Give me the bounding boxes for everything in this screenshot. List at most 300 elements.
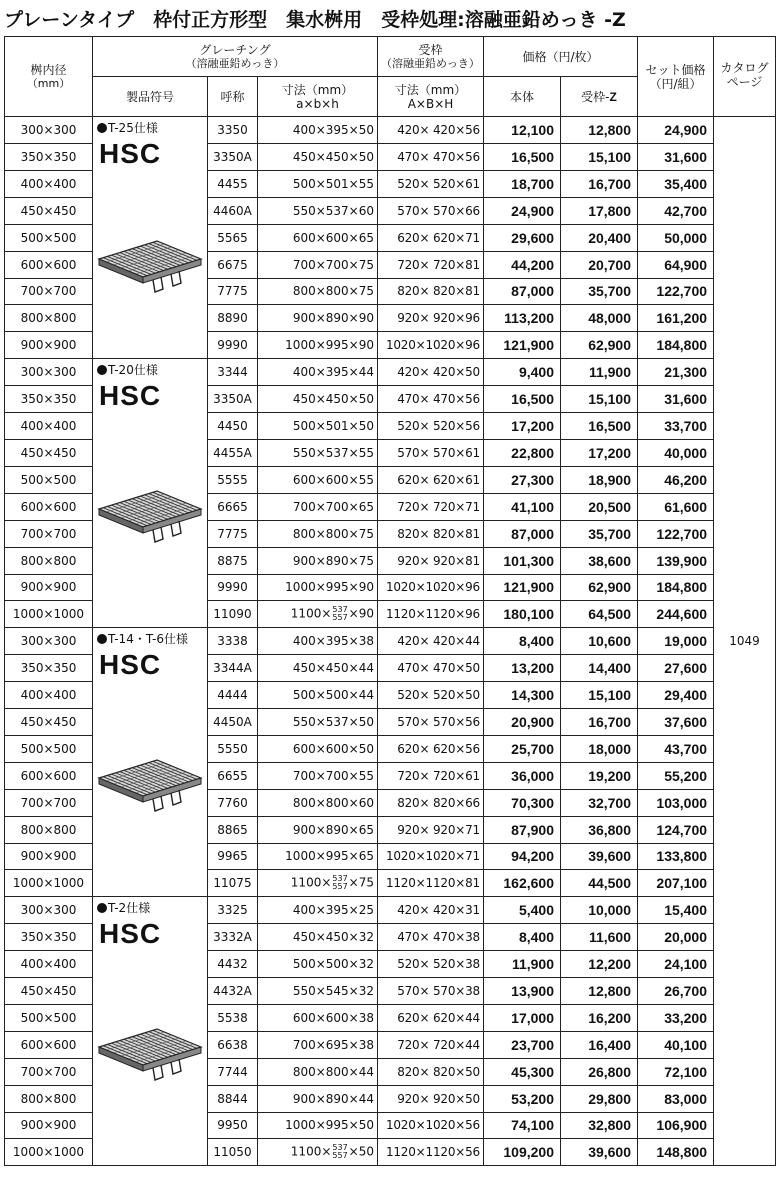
set-price-cell: 244,600 (638, 601, 714, 628)
grating-dimension-cell: 400×395×50 (258, 117, 378, 144)
frame-price-cell: 12,200 (561, 951, 638, 978)
nominal-code-cell: 3350 (208, 117, 258, 144)
inner-diameter-cell: 900×900 (5, 332, 93, 359)
nominal-code-cell: 3332A (208, 924, 258, 951)
frame-price-cell: 12,800 (561, 117, 638, 144)
set-price-cell: 40,100 (638, 1031, 714, 1058)
product-spec-label: T-25仕様 (108, 121, 158, 135)
set-price-cell: 122,700 (638, 520, 714, 547)
table-row (5, 117, 776, 144)
set-price-cell: 83,000 (638, 1085, 714, 1112)
body-price-cell: 18,700 (484, 170, 561, 197)
grating-image (95, 756, 205, 821)
nominal-code-cell: 3344 (208, 359, 258, 386)
product-spec-label: T-14・T-6仕様 (108, 632, 189, 647)
nominal-code-cell: 7775 (208, 278, 258, 305)
grating-dimension-cell: 600×600×50 (258, 735, 378, 762)
product-spec-label: T-2仕様 (108, 901, 151, 916)
frame-dimension-cell: 520× 520×38 (378, 951, 484, 978)
inner-diameter-cell: 350×350 (5, 386, 93, 413)
nominal-code-cell: 7760 (208, 789, 258, 816)
grating-dimension-cell: 800×800×60 (258, 789, 378, 816)
set-price-cell: 46,200 (638, 466, 714, 493)
inner-diameter-cell: 400×400 (5, 682, 93, 709)
price-table (4, 36, 776, 1166)
body-price-cell: 180,100 (484, 601, 561, 628)
fraction-bottom: 557 (332, 882, 348, 892)
price-table-body (5, 117, 776, 1166)
frame-price-cell: 36,800 (561, 816, 638, 843)
inner-diameter-cell: 800×800 (5, 305, 93, 332)
fraction-bottom: 557 (332, 1151, 348, 1161)
product-cell (93, 628, 208, 897)
grating-dimension-cell: 700×695×38 (258, 1031, 378, 1058)
inner-diameter-cell: 800×800 (5, 547, 93, 574)
body-price-cell: 162,600 (484, 870, 561, 897)
grating-dimension-cell: 800×800×75 (258, 520, 378, 547)
inner-diameter-cell: 450×450 (5, 440, 93, 467)
body-price-cell: 17,200 (484, 413, 561, 440)
inner-diameter-cell: 300×300 (5, 359, 93, 386)
frame-dimension-cell: 1020×1020×71 (378, 843, 484, 870)
body-price-cell: 20,900 (484, 709, 561, 736)
frame-dimension-cell: 1020×1020×96 (378, 332, 484, 359)
product-brand: HSC (99, 918, 162, 950)
inner-diameter-cell: 700×700 (5, 789, 93, 816)
inner-diameter-cell: 300×300 (5, 897, 93, 924)
frame-dimension-cell: 470× 470×50 (378, 655, 484, 682)
inner-diameter-cell: 400×400 (5, 170, 93, 197)
grating-dimension-cell (258, 1139, 378, 1166)
nominal-code-cell: 8890 (208, 305, 258, 332)
header-nominal: 呼称 (208, 77, 258, 117)
inner-diameter-cell: 700×700 (5, 1058, 93, 1085)
product-spec (97, 630, 207, 647)
inner-diameter-cell: 350×350 (5, 143, 93, 170)
grating-dimension-cell: 900×890×65 (258, 816, 378, 843)
dimension-prefix: 1100× (290, 875, 332, 890)
body-price-cell: 113,200 (484, 305, 561, 332)
frame-dimension-cell: 620× 620×56 (378, 735, 484, 762)
grating-image (95, 1025, 205, 1090)
set-price-cell: 55,200 (638, 762, 714, 789)
body-price-cell: 25,700 (484, 735, 561, 762)
nominal-code-cell: 5538 (208, 1004, 258, 1031)
nominal-code-cell: 6665 (208, 493, 258, 520)
grating-product-image (95, 487, 205, 549)
grating-dimension-cell: 550×537×55 (258, 440, 378, 467)
inner-diameter-cell: 400×400 (5, 413, 93, 440)
frame-price-cell: 39,600 (561, 1139, 638, 1166)
frame-price-cell: 15,100 (561, 143, 638, 170)
frame-dimension-cell: 820× 820×81 (378, 278, 484, 305)
frame-price-cell: 39,600 (561, 843, 638, 870)
nominal-code-cell: 4450A (208, 709, 258, 736)
body-price-cell: 17,000 (484, 1004, 561, 1031)
inner-diameter-cell: 1000×1000 (5, 1139, 93, 1166)
bullet-icon (97, 634, 107, 644)
dimension-suffix: ×75 (348, 875, 374, 890)
body-price-cell: 13,900 (484, 978, 561, 1005)
nominal-code-cell: 11090 (208, 601, 258, 628)
grating-dimension-cell: 1000×995×50 (258, 1112, 378, 1139)
set-price-cell: 40,000 (638, 440, 714, 467)
nominal-code-cell: 9965 (208, 843, 258, 870)
body-price-cell: 109,200 (484, 1139, 561, 1166)
frame-dimension-cell: 820× 820×50 (378, 1058, 484, 1085)
fraction-top: 537 (332, 1143, 348, 1153)
nominal-code-cell: 3325 (208, 897, 258, 924)
header-price: 価格（円/枚） (484, 37, 638, 77)
set-price-cell: 31,600 (638, 386, 714, 413)
frame-dimension-cell: 420× 420×31 (378, 897, 484, 924)
frame-price-cell: 44,500 (561, 870, 638, 897)
set-price-cell: 35,400 (638, 170, 714, 197)
frame-dimension-cell: 570× 570×38 (378, 978, 484, 1005)
set-price-cell: 33,700 (638, 413, 714, 440)
inner-diameter-cell: 900×900 (5, 843, 93, 870)
set-price-cell: 64,900 (638, 251, 714, 278)
body-price-cell: 87,000 (484, 520, 561, 547)
frame-price-cell: 20,700 (561, 251, 638, 278)
nominal-code-cell: 11075 (208, 870, 258, 897)
nominal-code-cell: 11050 (208, 1139, 258, 1166)
inner-diameter-cell: 500×500 (5, 466, 93, 493)
header-inner-diameter: 桝内径 （mm） (5, 37, 93, 117)
inner-diameter-cell: 450×450 (5, 709, 93, 736)
inner-diameter-cell: 350×350 (5, 655, 93, 682)
grating-dimension-cell (258, 870, 378, 897)
inner-diameter-cell: 600×600 (5, 251, 93, 278)
frame-price-cell: 14,400 (561, 655, 638, 682)
set-price-cell: 20,000 (638, 924, 714, 951)
inner-diameter-cell: 450×450 (5, 978, 93, 1005)
set-price-cell: 37,600 (638, 709, 714, 736)
inner-diameter-cell: 1000×1000 (5, 870, 93, 897)
frame-dimension-cell: 470× 470×56 (378, 143, 484, 170)
grating-dimension-cell: 450×450×50 (258, 386, 378, 413)
set-price-cell: 24,900 (638, 117, 714, 144)
table-row (5, 897, 776, 924)
set-price-cell: 184,800 (638, 332, 714, 359)
body-price-cell: 41,100 (484, 493, 561, 520)
body-price-cell: 27,300 (484, 466, 561, 493)
inner-diameter-cell: 800×800 (5, 816, 93, 843)
dimension-fraction (332, 606, 347, 622)
nominal-code-cell: 6638 (208, 1031, 258, 1058)
product-cell (93, 359, 208, 628)
body-price-cell: 29,600 (484, 224, 561, 251)
set-price-cell: 50,000 (638, 224, 714, 251)
dimension-prefix: 1100× (290, 606, 332, 621)
grating-dimension-cell: 500×500×44 (258, 682, 378, 709)
inner-diameter-cell: 300×300 (5, 117, 93, 144)
frame-dimension-cell: 720× 720×61 (378, 762, 484, 789)
nominal-code-cell: 9990 (208, 574, 258, 601)
frame-price-cell: 32,800 (561, 1112, 638, 1139)
header-frame-dim: 寸法（mm） A×B×H (378, 77, 484, 117)
grating-dimension-cell: 600×600×55 (258, 466, 378, 493)
inner-diameter-cell: 300×300 (5, 628, 93, 655)
frame-dimension-cell: 620× 620×71 (378, 224, 484, 251)
frame-dimension-cell: 420× 420×56 (378, 117, 484, 144)
bullet-icon (97, 903, 107, 913)
body-price-cell: 22,800 (484, 440, 561, 467)
product-brand: HSC (99, 649, 162, 681)
set-price-cell: 26,700 (638, 978, 714, 1005)
frame-price-cell: 16,700 (561, 709, 638, 736)
frame-price-cell: 16,400 (561, 1031, 638, 1058)
inner-diameter-cell: 450×450 (5, 197, 93, 224)
set-price-cell: 33,200 (638, 1004, 714, 1031)
product-spec (97, 361, 207, 378)
dimension-fraction (332, 875, 347, 891)
set-price-cell: 21,300 (638, 359, 714, 386)
set-price-cell: 19,000 (638, 628, 714, 655)
grating-dimension-cell: 700×700×55 (258, 762, 378, 789)
grating-dimension-cell: 1000×995×90 (258, 574, 378, 601)
body-price-cell: 11,900 (484, 951, 561, 978)
grating-dimension-cell: 600×600×38 (258, 1004, 378, 1031)
inner-diameter-cell: 500×500 (5, 1004, 93, 1031)
body-price-cell: 9,400 (484, 359, 561, 386)
frame-price-cell: 62,900 (561, 332, 638, 359)
frame-dimension-cell: 420× 420×50 (378, 359, 484, 386)
body-price-cell: 121,900 (484, 574, 561, 601)
body-price-cell: 13,200 (484, 655, 561, 682)
frame-price-cell: 26,800 (561, 1058, 638, 1085)
nominal-code-cell: 8875 (208, 547, 258, 574)
dimension-suffix: ×90 (348, 606, 374, 621)
nominal-code-cell: 3350A (208, 386, 258, 413)
frame-dimension-cell: 520× 520×50 (378, 682, 484, 709)
set-price-cell: 42,700 (638, 197, 714, 224)
header-body-price: 本体 (484, 77, 561, 117)
nominal-code-cell: 4460A (208, 197, 258, 224)
grating-dimension-cell: 400×395×25 (258, 897, 378, 924)
body-price-cell: 87,900 (484, 816, 561, 843)
frame-dimension-cell: 920× 920×50 (378, 1085, 484, 1112)
grating-dimension-cell: 550×537×50 (258, 709, 378, 736)
inner-diameter-cell: 800×800 (5, 1085, 93, 1112)
nominal-code-cell: 6655 (208, 762, 258, 789)
grating-dimension-cell: 700×700×75 (258, 251, 378, 278)
set-price-cell: 43,700 (638, 735, 714, 762)
body-price-cell: 14,300 (484, 682, 561, 709)
frame-dimension-cell: 1120×1120×96 (378, 601, 484, 628)
frame-price-cell: 16,700 (561, 170, 638, 197)
nominal-code-cell: 5550 (208, 735, 258, 762)
nominal-code-cell: 8844 (208, 1085, 258, 1112)
product-spec (97, 899, 207, 916)
body-price-cell: 16,500 (484, 386, 561, 413)
frame-price-cell: 10,000 (561, 897, 638, 924)
frame-price-cell: 16,200 (561, 1004, 638, 1031)
set-price-cell: 72,100 (638, 1058, 714, 1085)
inner-diameter-cell: 500×500 (5, 735, 93, 762)
nominal-code-cell: 4432A (208, 978, 258, 1005)
inner-diameter-cell: 700×700 (5, 520, 93, 547)
body-price-cell: 36,000 (484, 762, 561, 789)
frame-price-cell: 11,600 (561, 924, 638, 951)
table-row (5, 359, 776, 386)
grating-dimension-cell (258, 601, 378, 628)
nominal-code-cell: 5555 (208, 466, 258, 493)
grating-dimension-cell: 400×395×44 (258, 359, 378, 386)
frame-dimension-cell: 820× 820×81 (378, 520, 484, 547)
frame-dimension-cell: 420× 420×44 (378, 628, 484, 655)
frame-price-cell: 17,800 (561, 197, 638, 224)
product-spec-label: T-20仕様 (108, 363, 158, 378)
fraction-top: 537 (332, 874, 348, 884)
frame-price-cell: 11,900 (561, 359, 638, 386)
grating-product-image (95, 756, 205, 818)
frame-dimension-cell: 1120×1120×56 (378, 1139, 484, 1166)
body-price-cell: 8,400 (484, 924, 561, 951)
frame-price-cell: 19,200 (561, 762, 638, 789)
frame-price-cell: 29,800 (561, 1085, 638, 1112)
set-price-cell: 106,900 (638, 1112, 714, 1139)
set-price-cell: 15,400 (638, 897, 714, 924)
inner-diameter-cell: 600×600 (5, 493, 93, 520)
inner-diameter-cell: 400×400 (5, 951, 93, 978)
inner-diameter-cell: 900×900 (5, 1112, 93, 1139)
grating-dimension-cell: 900×890×44 (258, 1085, 378, 1112)
frame-price-cell: 16,500 (561, 413, 638, 440)
frame-price-cell: 15,100 (561, 386, 638, 413)
nominal-code-cell: 4450 (208, 413, 258, 440)
nominal-code-cell: 6675 (208, 251, 258, 278)
body-price-cell: 23,700 (484, 1031, 561, 1058)
body-price-cell: 87,000 (484, 278, 561, 305)
body-price-cell: 45,300 (484, 1058, 561, 1085)
grating-dimension-cell: 1000×995×90 (258, 332, 378, 359)
frame-dimension-cell: 520× 520×56 (378, 413, 484, 440)
body-price-cell: 12,100 (484, 117, 561, 144)
grating-dimension-cell: 500×501×50 (258, 413, 378, 440)
set-price-cell: 148,800 (638, 1139, 714, 1166)
header-frame: 受枠 （溶融亜鉛めっき） (378, 37, 484, 77)
body-price-cell: 74,100 (484, 1112, 561, 1139)
header-product-code: 製品符号 (93, 77, 208, 117)
frame-dimension-cell: 570× 570×61 (378, 440, 484, 467)
inner-diameter-cell: 600×600 (5, 1031, 93, 1058)
frame-price-cell: 62,900 (561, 574, 638, 601)
product-brand: HSC (99, 380, 162, 412)
set-price-cell: 184,800 (638, 574, 714, 601)
product-cell (93, 897, 208, 1166)
nominal-code-cell: 4455 (208, 170, 258, 197)
grating-dimension-cell: 800×800×44 (258, 1058, 378, 1085)
frame-price-cell: 35,700 (561, 520, 638, 547)
grating-image (95, 237, 205, 302)
grating-dimension-cell: 800×800×75 (258, 278, 378, 305)
frame-dimension-cell: 470× 470×56 (378, 386, 484, 413)
product-spec (97, 119, 207, 136)
inner-diameter-cell: 350×350 (5, 924, 93, 951)
dimension-fraction (332, 1144, 347, 1160)
fraction-bottom: 557 (332, 613, 348, 623)
frame-price-cell: 20,500 (561, 493, 638, 520)
frame-price-cell: 38,600 (561, 547, 638, 574)
inner-diameter-cell: 700×700 (5, 278, 93, 305)
product-cell (93, 117, 208, 359)
nominal-code-cell: 9990 (208, 332, 258, 359)
body-price-cell: 16,500 (484, 143, 561, 170)
grating-dimension-cell: 450×450×44 (258, 655, 378, 682)
nominal-code-cell: 8865 (208, 816, 258, 843)
grating-image (95, 487, 205, 552)
nominal-code-cell: 3338 (208, 628, 258, 655)
frame-dimension-cell: 1120×1120×81 (378, 870, 484, 897)
fraction-top: 537 (332, 605, 348, 615)
set-price-cell: 124,700 (638, 816, 714, 843)
frame-price-cell: 32,700 (561, 789, 638, 816)
nominal-code-cell: 3350A (208, 143, 258, 170)
body-price-cell: 101,300 (484, 547, 561, 574)
set-price-cell: 31,600 (638, 143, 714, 170)
set-price-cell: 103,000 (638, 789, 714, 816)
dimension-prefix: 1100× (290, 1144, 332, 1159)
frame-price-cell: 12,800 (561, 978, 638, 1005)
nominal-code-cell: 4432 (208, 951, 258, 978)
frame-dimension-cell: 720× 720×44 (378, 1031, 484, 1058)
set-price-cell: 61,600 (638, 493, 714, 520)
body-price-cell: 70,300 (484, 789, 561, 816)
header-grating: グレーチング （溶融亜鉛めっき） (93, 37, 378, 77)
grating-dimension-cell: 550×545×32 (258, 978, 378, 1005)
body-price-cell: 5,400 (484, 897, 561, 924)
nominal-code-cell: 7744 (208, 1058, 258, 1085)
grating-dimension-cell: 400×395×38 (258, 628, 378, 655)
set-price-cell: 27,600 (638, 655, 714, 682)
body-price-cell: 8,400 (484, 628, 561, 655)
inner-diameter-cell: 500×500 (5, 224, 93, 251)
frame-price-cell: 64,500 (561, 601, 638, 628)
frame-dimension-cell: 920× 920×96 (378, 305, 484, 332)
nominal-code-cell: 9950 (208, 1112, 258, 1139)
body-price-cell: 44,200 (484, 251, 561, 278)
grating-dimension-cell: 450×450×50 (258, 143, 378, 170)
nominal-code-cell: 3344A (208, 655, 258, 682)
page-title: プレーンタイプ 枠付正方形型 集水桝用 受枠処理:溶融亜鉛めっき -Z (4, 9, 626, 31)
set-price-cell: 29,400 (638, 682, 714, 709)
frame-dimension-cell: 620× 620×44 (378, 1004, 484, 1031)
grating-dimension-cell: 900×890×75 (258, 547, 378, 574)
nominal-code-cell: 7775 (208, 520, 258, 547)
body-price-cell: 94,200 (484, 843, 561, 870)
grating-dimension-cell: 500×500×32 (258, 951, 378, 978)
dimension-suffix: ×50 (348, 1144, 374, 1159)
frame-dimension-cell: 620× 620×61 (378, 466, 484, 493)
grating-dimension-cell: 450×450×32 (258, 924, 378, 951)
frame-price-cell: 17,200 (561, 440, 638, 467)
set-price-cell: 207,100 (638, 870, 714, 897)
body-price-cell: 24,900 (484, 197, 561, 224)
frame-dimension-cell: 470× 470×38 (378, 924, 484, 951)
frame-price-cell: 35,700 (561, 278, 638, 305)
catalog-page-cell: 1049 (714, 117, 776, 1166)
inner-diameter-cell: 600×600 (5, 762, 93, 789)
grating-product-image (95, 1025, 205, 1087)
set-price-cell: 161,200 (638, 305, 714, 332)
table-row (5, 628, 776, 655)
frame-price-cell: 15,100 (561, 682, 638, 709)
frame-dimension-cell: 820× 820×66 (378, 789, 484, 816)
nominal-code-cell: 5565 (208, 224, 258, 251)
grating-dimension-cell: 500×501×55 (258, 170, 378, 197)
body-price-cell: 53,200 (484, 1085, 561, 1112)
